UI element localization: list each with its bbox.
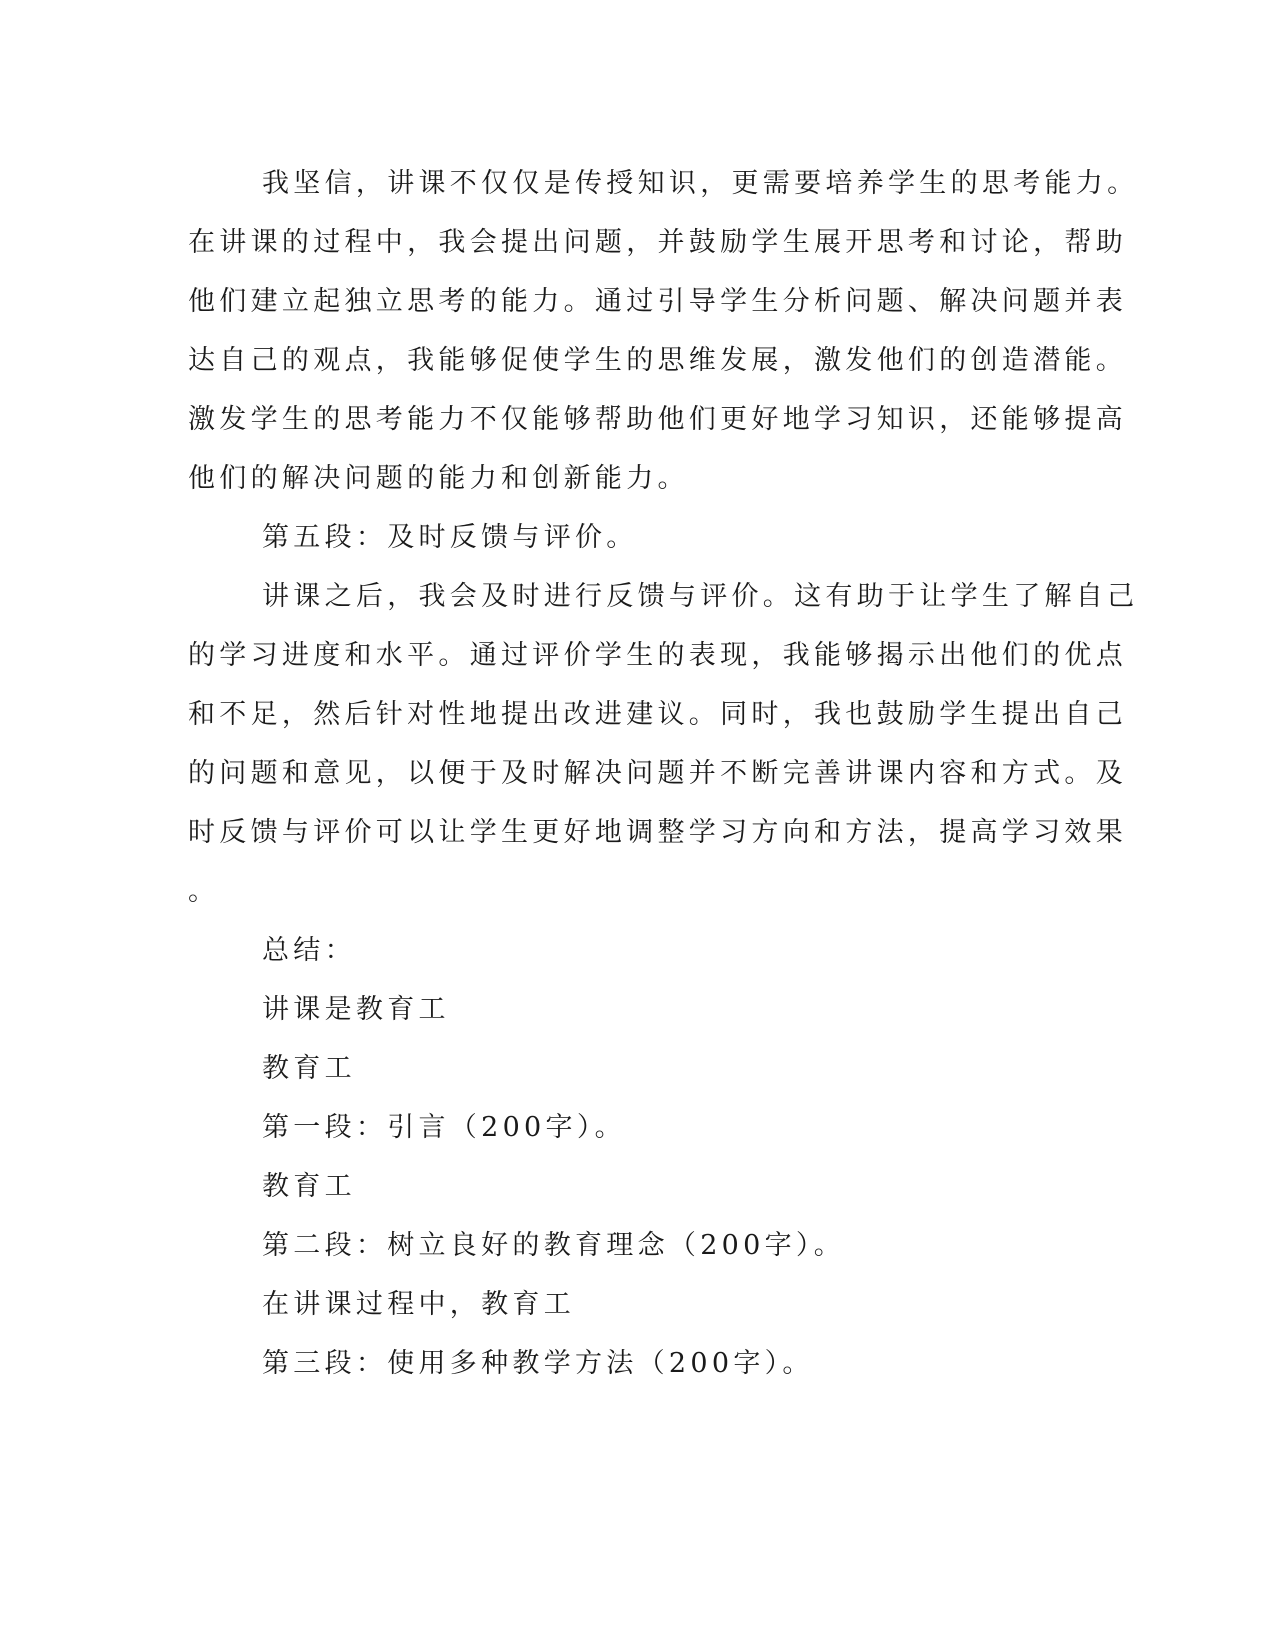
paragraph-line: 激发学生的思考能力不仅能够帮助他们更好地学习知识，还能够提高 [188,404,1127,435]
paragraph-line: 。 [188,876,220,907]
paragraph-line: 他们建立起独立思考的能力。通过引导学生分析问题、解决问题并表 [188,286,1127,317]
paragraph-line: 的学习进度和水平。通过评价学生的表现，我能够揭示出他们的优点 [188,640,1127,671]
paragraph-line: 他们的解决问题的能力和创新能力。 [188,463,689,494]
summary-heading: 总结： [262,935,356,966]
paragraph-line: 在讲课过程中，教育工 [262,1289,575,1320]
section-heading: 第一段：引言（200字）。 [262,1112,626,1143]
paragraph-line: 讲课是教育工 [262,994,450,1025]
section-heading: 第二段：树立良好的教育理念（200字）。 [262,1230,846,1261]
paragraph-line: 教育工 [262,1053,356,1084]
paragraph-line: 教育工 [262,1171,356,1202]
paragraph-line: 我坚信，讲课不仅仅是传授知识，更需要培养学生的思考能力。 [262,168,1139,199]
paragraph-line: 达自己的观点，我能够促使学生的思维发展，激发他们的创造潜能。 [188,345,1127,376]
paragraph-line: 和不足，然后针对性地提出改进建议。同时，我也鼓励学生提出自己 [188,699,1127,730]
paragraph-line: 时反馈与评价可以让学生更好地调整学习方向和方法，提高学习效果 [188,817,1127,848]
paragraph-line: 的问题和意见，以便于及时解决问题并不断完善讲课内容和方式。及 [188,758,1127,789]
paragraph-line: 在讲课的过程中，我会提出问题，并鼓励学生展开思考和讨论，帮助 [188,227,1127,258]
section-heading: 第三段：使用多种教学方法（200字）。 [262,1348,814,1379]
section-heading: 第五段：及时反馈与评价。 [262,522,638,553]
paragraph-line: 讲课之后，我会及时进行反馈与评价。这有助于让学生了解自己 [262,581,1139,612]
